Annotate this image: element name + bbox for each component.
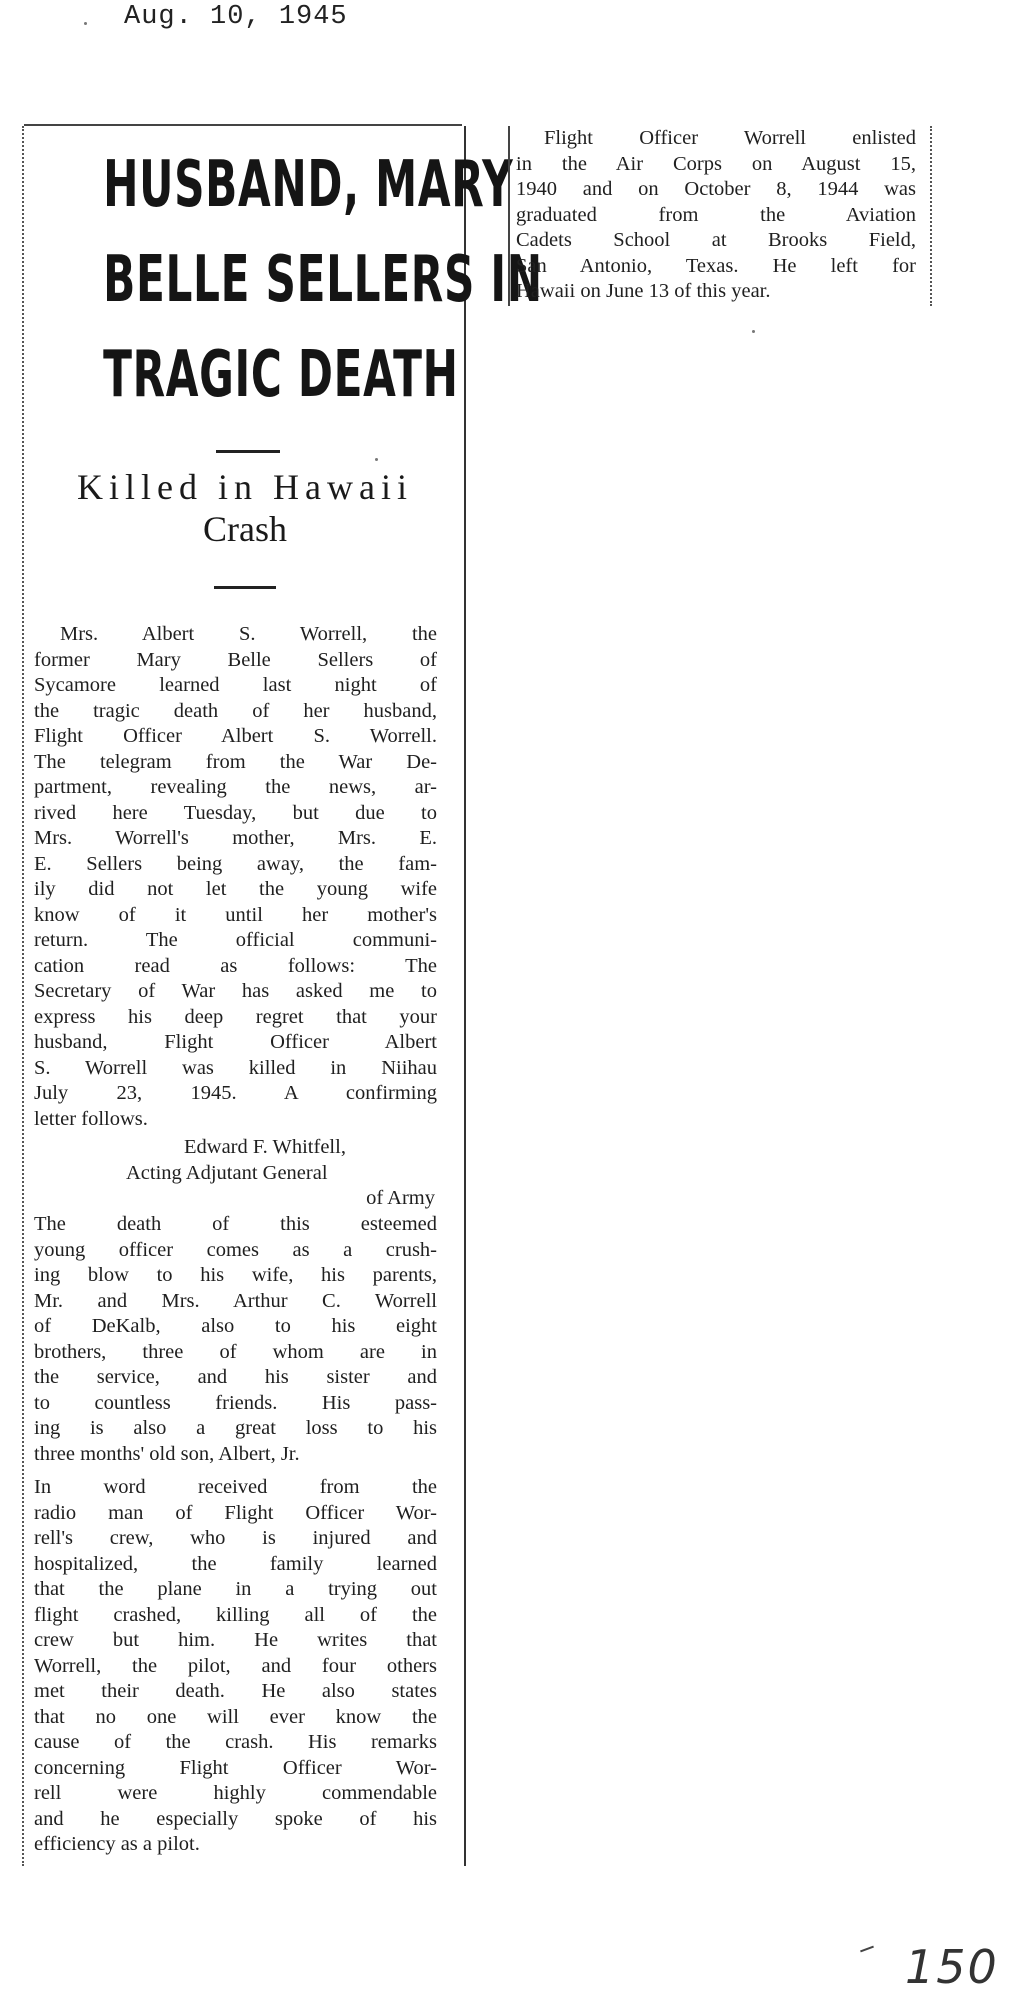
handwritten-page-number: 150 [905,1940,999,1994]
text-line: Mr. and Mrs. Arthur C. Worrell [34,1289,437,1312]
handwritten-date-note: Aug. 10, 1945 [124,2,348,32]
scan-speck [752,330,755,333]
text-line: young officer comes as a crush- [34,1238,437,1261]
article-headline [103,138,543,423]
signature-title: Acting Adjutant General [126,1161,328,1184]
text-line: rell's crew, who is injured and [34,1527,437,1549]
text-line: cation read as follows: The [34,954,437,977]
text-line: of DeKalb, also to his eight [34,1315,437,1337]
subhead-line-1: Killed in Hawaii [77,467,413,507]
text-line: Secretary of War has asked me to [34,980,437,1002]
signature-name: Edward F. Whitfell, [184,1136,346,1158]
text-line: Worrell, the pilot, and four others [34,1654,437,1677]
article-paragraph-3 [34,1475,437,1858]
text-line: the service, and his sister and [34,1366,437,1388]
text-line: three months' old son, Albert, Jr. [34,1442,300,1465]
text-line: hospitalized, the family learned [34,1552,437,1575]
text-line: The death of this esteemed [34,1213,437,1235]
headline-line-1: HUSBAND, MARY [103,148,514,222]
text-line: crew but him. He writes that [34,1629,437,1651]
text-line: Mrs. Worrell's mother, Mrs. E. [34,827,437,849]
headline-divider-rule [216,450,280,453]
text-line: Flight Officer Albert S. Worrell. [34,725,437,747]
text-line: rived here Tuesday, but due to [34,801,437,824]
text-line: that no one will ever know the [34,1705,437,1728]
text-line: know of it until her mother's [34,903,437,926]
text-line: In word received from the [34,1476,437,1498]
text-line: brothers, three of whom are in [34,1340,437,1363]
text-line: met their death. He also states [34,1680,437,1702]
article-paragraph-2 [34,1212,437,1467]
text-line: 1940 and on October 8, 1944 was [516,178,916,200]
text-line: the tragic death of her husband, [34,699,437,722]
text-line: concerning Flight Officer Wor- [34,1756,437,1779]
text-line: partment, revealing the news, ar- [34,776,437,798]
text-line: Flight Officer Worrell enlisted [544,127,916,149]
text-line: rell were highly commendable [34,1782,437,1804]
text-line: Hawaii on June 13 of this year. [516,280,771,302]
text-line: husband, Flight Officer Albert [34,1031,437,1053]
text-line: graduated from the Aviation [516,203,916,226]
headline-line-3: TRAGIC DEATH [103,338,459,412]
text-line: July 23, 1945. A confirming [34,1082,437,1104]
text-line: ing is also a great loss to his [34,1417,437,1439]
text-line: to countless friends. His pass- [34,1391,437,1414]
text-line: cause of the crash. His remarks [34,1731,437,1753]
text-line: San Antonio, Texas. He left for [516,254,916,277]
headline-line-2: BELLE SELLERS IN [103,243,543,317]
scan-speck [375,458,378,461]
telegram-signature [34,1135,437,1212]
text-line: ily did not let the young wife [34,878,437,900]
text-line: ing blow to his wife, his parents, [34,1264,437,1286]
scan-speck [84,22,87,25]
signature-org: of Army [366,1187,435,1209]
text-line: The telegram from the War De- [34,750,437,773]
text-line: that the plane in a trying out [34,1578,437,1600]
text-line: Mrs. Albert S. Worrell, the [60,623,437,645]
continuation-paragraph [516,126,916,305]
text-line: Cadets School at Brooks Field, [516,229,916,251]
text-line: efficiency as a pilot. [34,1833,200,1855]
subhead-line-2: Crash [203,509,287,549]
text-line: in the Air Corps on August 15, [516,152,916,175]
text-line: former Mary Belle Sellers of [34,648,437,671]
article-subhead [30,466,460,550]
text-line: letter follows. [34,1107,148,1130]
text-line: flight crashed, killing all of the [34,1603,437,1626]
subhead-divider-rule [214,586,276,589]
text-line: return. The official communi- [34,929,437,951]
text-line: Sycamore learned last night of [34,674,437,696]
text-line: E. Sellers being away, the fam- [34,852,437,875]
text-line: express his deep regret that your [34,1005,437,1028]
text-line: S. Worrell was killed in Niihau [34,1056,437,1079]
text-line: radio man of Flight Officer Wor- [34,1501,437,1524]
pen-tick-mark [860,1946,874,1953]
article-paragraph-1 [34,622,437,1132]
text-line: and he especially spoke of his [34,1807,437,1830]
